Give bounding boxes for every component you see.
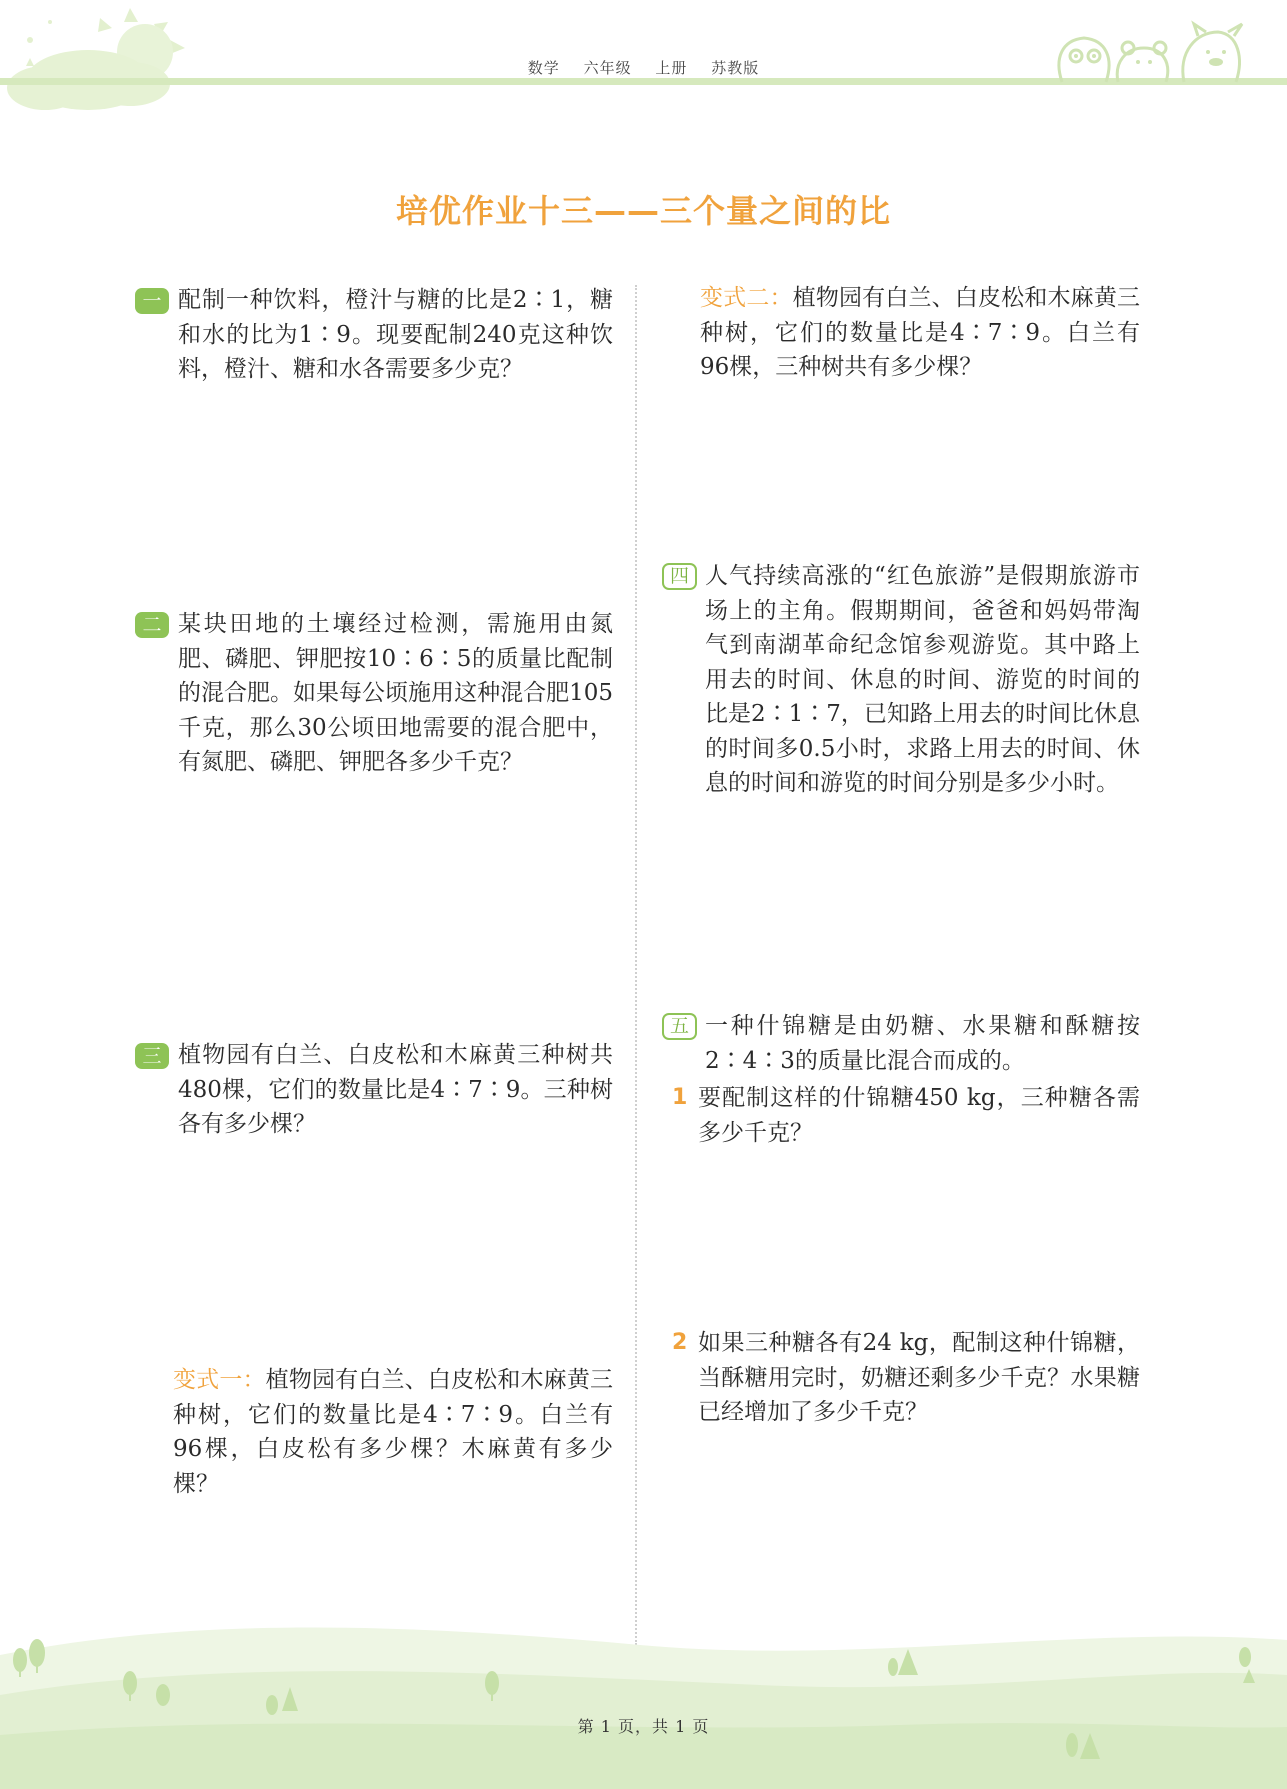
sub-question-2-text: 如果三种糖各有24 kg，配制这种什锦糖，当酥糖用完时，奶糖还剩多少千克？水果糖已经增加了多少千克？ xyxy=(698,1330,1140,1425)
question-1-text: 配制一种饮料，橙汁与糖的比是2∶1，糖和水的比为1∶9。现要配制240克这种饮料，橙汁、糖和水各需要多少克？ xyxy=(178,287,613,382)
green-hills-decoration xyxy=(0,1615,1287,1789)
sub-question-number-1: 1 xyxy=(672,1085,688,1110)
column-divider xyxy=(635,285,637,1645)
variant-1-text: 植物园有白兰、白皮松和木麻黄三种树，它们的数量比是4∶7∶9。白兰有96棵，白皮松有多少棵？木麻黄有多少棵？ xyxy=(173,1367,614,1497)
question-badge-5: 五 xyxy=(662,1013,697,1040)
header-volume: 上册 xyxy=(655,59,688,77)
sub-question-number-2: 2 xyxy=(672,1330,688,1355)
header-subject: 数学 xyxy=(527,59,560,77)
variant-2-label: 变式二： xyxy=(700,285,793,311)
question-badge-3: 三 xyxy=(135,1043,169,1069)
question-3-text: 植物园有白兰、白皮松和木麻黄三种树共480棵，它们的数量比是4∶7∶9。三种树各有多少棵？ xyxy=(178,1042,613,1137)
page-title: 培优作业十三——三个量之间的比 xyxy=(395,192,891,230)
page-number: 第 1 页，共 1 页 xyxy=(577,1717,710,1736)
question-badge-2: 二 xyxy=(135,612,169,638)
question-2-text: 某块田地的土壤经过检测，需施用由氮肥、磷肥、钾肥按10∶6∶5的质量比配制的混合肥。如果每公顷施用这种混合肥105千克，那么30公顷田地需要的混合肥中，有氮肥、磷肥、钾肥各多少千克？ xyxy=(178,611,613,775)
sub-question-1-text: 要配制这样的什锦糖450 kg，三种糖各需多少千克？ xyxy=(698,1085,1140,1146)
question-badge-4: 四 xyxy=(662,563,697,590)
header-edition: 苏教版 xyxy=(711,59,760,77)
question-badge-1: 一 xyxy=(135,288,169,314)
variant-1-label: 变式一： xyxy=(173,1367,266,1393)
variant-2 xyxy=(700,281,1140,385)
variant-2-text: 植物园有白兰、白皮松和木麻黄三种树，它们的数量比是4∶7∶9。白兰有96棵，三种树共有多少棵？ xyxy=(700,285,1141,380)
question-5-text: 一种什锦糖是由奶糖、水果糖和酥糖按2∶4∶3的质量比混合而成的。 xyxy=(705,1013,1140,1074)
animal-mascots-icon xyxy=(1048,18,1248,88)
question-4-text: 人气持续高涨的“红色旅游”是假期旅游市场上的主角。假期期间，爸爸和妈妈带淘气到南湖革命纪念馆参观游览。其中路上用去的时间、休息的时间、游览的时间的比是2∶1∶7，已知路上用去的时间比休息的时间多0.5小时，求路上用去的时间、休息的时间和游览的时间分别是多少小时。 xyxy=(705,563,1140,796)
header-grade: 六年级 xyxy=(583,59,632,77)
variant-1 xyxy=(173,1363,613,1501)
